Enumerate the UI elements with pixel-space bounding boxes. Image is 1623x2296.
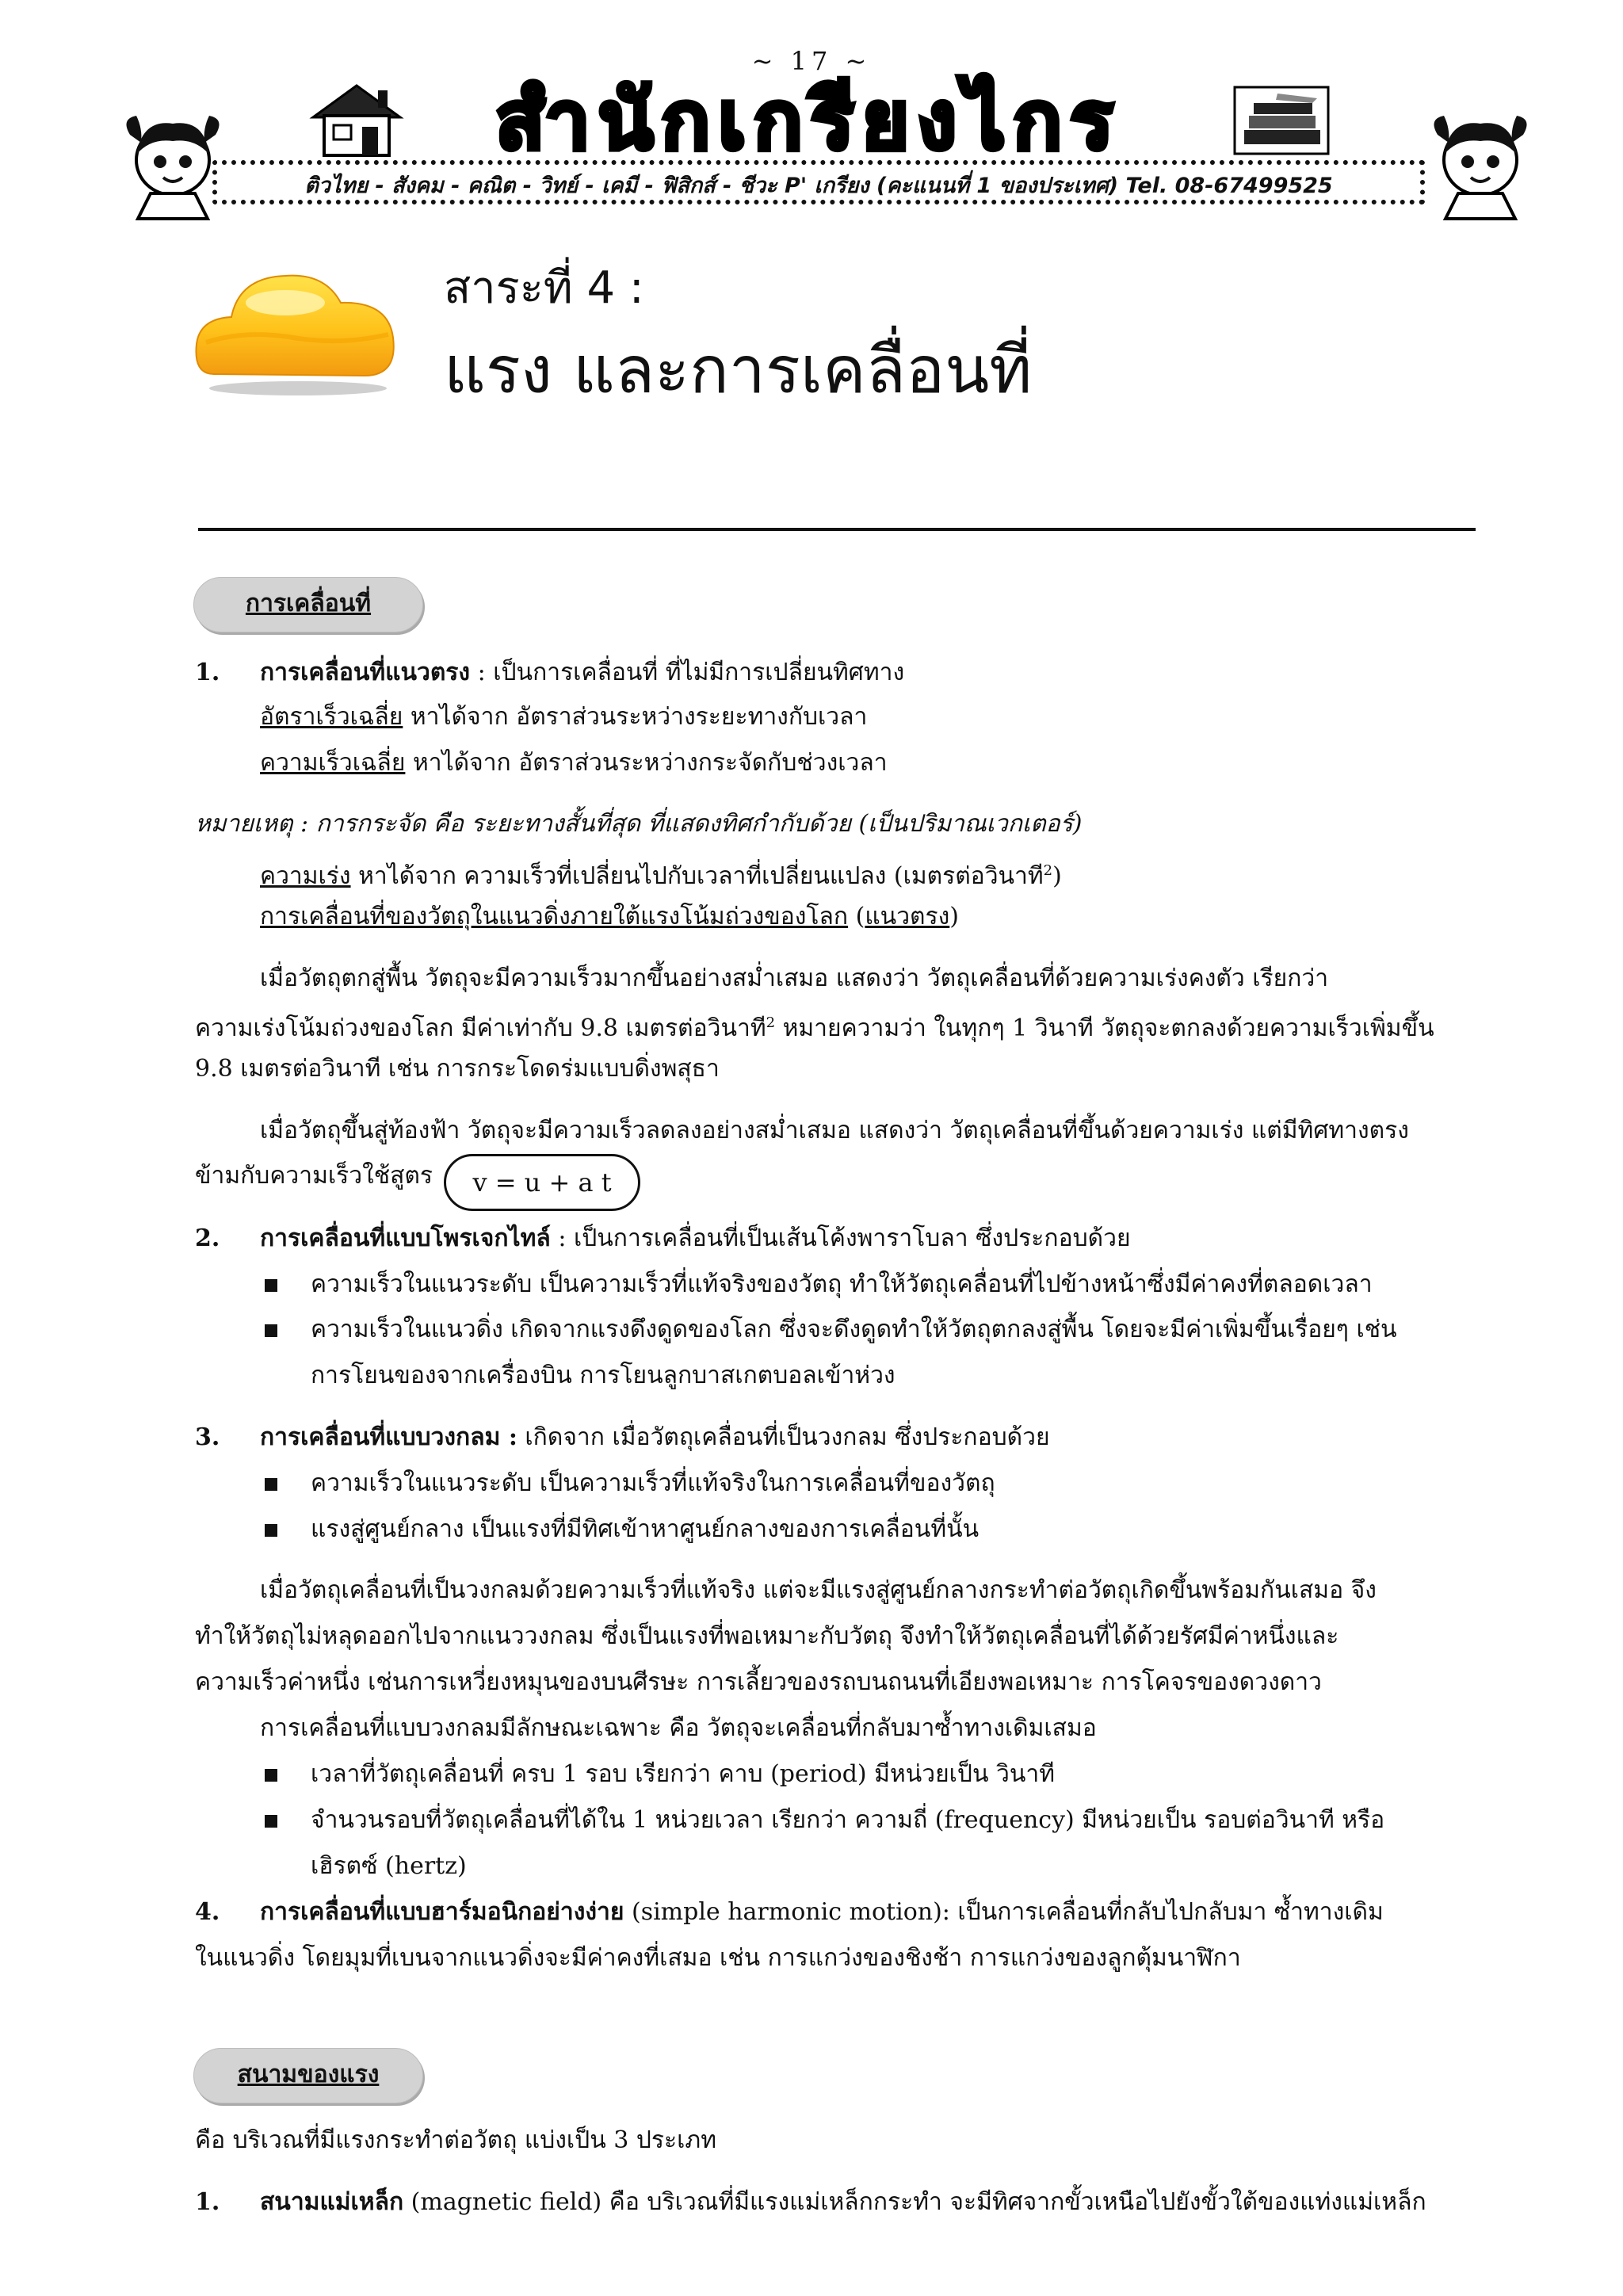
list-item xyxy=(260,901,959,933)
definition: (magnetic field) คือ บริเวณที่มีแรงแม่เหล็กกระทำ จะมีทิศจากขั้วเหนือไปยังขั้วใต้ของแท่งแม่เหล็ก xyxy=(403,2188,1426,2216)
paragraph-line: การเคลื่อนที่แบบวงกลมมีลักษณะเฉพาะ คือ วัตถุจะเคลื่อนที่กลับมาซ้ำทางเดิมเสมอ xyxy=(260,1714,1097,1742)
books-icon xyxy=(1230,79,1333,159)
bullet-text: การโยนของจากเครื่องบิน การโยนลูกบาสเกตบอลเข้าห่วง xyxy=(311,1362,896,1389)
item-number: 1. xyxy=(195,2188,220,2216)
page-title: แรง และการเคลื่อนที่ xyxy=(444,333,1033,408)
bullet-text: แรงสู่ศูนย์กลาง เป็นแรงที่มีทิศเข้าหาศูนย์กลางของการเคลื่อนที่นั้น xyxy=(311,1515,980,1543)
page-number: ~ 17 ~ xyxy=(751,46,872,76)
cartoon-mascot-left-icon xyxy=(119,111,226,222)
bullet-square-icon xyxy=(265,1279,277,1292)
paren-open: ( xyxy=(848,903,865,930)
definition: หาได้จาก อัตราส่วนระหว่างระยะทางกับเวลา xyxy=(403,703,868,731)
superscript: 2 xyxy=(766,1014,776,1031)
paragraph-line: ความเร็วค่าหนึ่ง เช่นการเหวี่ยงหมุนของบนศีรษะ การเลี้ยวของรถบนถนนที่เอียงพอเหมาะ การโคจรของดวงดาว xyxy=(195,1668,1322,1696)
strand-label: สาระที่ 4 : xyxy=(444,262,644,314)
term: การเคลื่อนที่แบบวงกลม : xyxy=(260,1423,517,1451)
bullet-square-icon xyxy=(265,1815,277,1828)
bullet-text: ความเร็วในแนวระดับ เป็นความเร็วที่แท้จริงของวัตถุ ทำให้วัตถุเคลื่อนที่ไปข้างหน้าซึ่งมีค่าคงที่ตลอดเวลา xyxy=(311,1270,1373,1298)
paragraph-line: ในแนวดิ่ง โดยมุมที่เบนจากแนวดิ่งจะมีค่าคงที่เสมอ เช่น การแกว่งของชิงช้า การแกว่งของลูกตุ้มนาฬิกา xyxy=(195,1944,1241,1972)
item-number: 3. xyxy=(195,1423,220,1451)
item-number: 4. xyxy=(195,1898,220,1926)
section-pill-motion: การเคลื่อนที่ xyxy=(193,577,423,632)
bullet-square-icon xyxy=(265,1769,277,1782)
paragraph-line: เมื่อวัตถุขึ้นสู่ท้องฟ้า วัตถุจะมีความเร็วลดลงอย่างสม่ำเสมอ แสดงว่า วัตถุเคลื่อนที่ขึ้นด้วยความเร่ง แต่มีทิศทางตรง xyxy=(260,1117,1409,1144)
item-number: 1. xyxy=(195,659,220,686)
list-item xyxy=(260,855,1062,892)
note-text: หมายเหตุ : การกระจัด คือ ระยะทางสั้นที่สุด ที่แสดงทิศกำกับด้วย (เป็นปริมาณเวกเตอร์) xyxy=(195,810,1083,838)
definition: เกิดจาก เมื่อวัตถุเคลื่อนที่เป็นวงกลม ซึ่งประกอบด้วย xyxy=(517,1423,1050,1451)
text: หมายความว่า ในทุกๆ 1 วินาที วัตถุจะตกลงด้วยความเร็วเพิ่มขึ้น xyxy=(775,1014,1434,1042)
paragraph-line: 9.8 เมตรต่อวินาที เช่น การกระโดดร่มแบบดิ่งพสุธา xyxy=(195,1055,720,1083)
list-item xyxy=(260,2187,1426,2218)
term: ความเร่ง xyxy=(260,862,351,890)
bullet-text: ความเร็วในแนวดิ่ง เกิดจากแรงดึงดูดของโลก ซึ่งจะดึงดูดทำให้วัตถุตกลงสู่พื้น โดยจะมีค่าเพิ่มขึ้นเรื่อยๆ เช่น xyxy=(311,1316,1397,1343)
list-item xyxy=(260,747,888,779)
definition: : เป็นการเคลื่อนที่ ที่ไม่มีการเปลี่ยนทิศทาง xyxy=(470,659,905,686)
bullet-text: ความเร็วในแนวระดับ เป็นความเร็วที่แท้จริงในการเคลื่อนที่ของวัตถุ xyxy=(311,1469,995,1497)
term: แนวตรง xyxy=(865,903,950,930)
bullet-text: เวลาที่วัตถุเคลื่อนที่ ครบ 1 รอบ เรียกว่า คาบ (period) มีหน่วยเป็น วินาที xyxy=(311,1760,1055,1788)
list-item xyxy=(260,1422,1050,1454)
term: การเคลื่อนที่แบบโพรเจกไทล์ xyxy=(260,1224,551,1252)
text: ความเร่งโน้มถ่วงของโลก มีค่าเท่ากับ 9.8 เมตรต่อวินาที xyxy=(195,1014,766,1042)
paragraph-line xyxy=(195,1007,1434,1045)
bullet-text: เฮิรตซ์ (hertz) xyxy=(311,1852,467,1880)
cartoon-mascot-right-icon xyxy=(1426,111,1533,222)
term: การเคลื่อนที่แบบฮาร์มอนิกอย่างง่าย xyxy=(260,1898,624,1926)
tagline-text: ติวไทย - สังคม - คณิต - วิทย์ - เคมี - ฟิสิกส์ - ชีวะ P' เกรียง (คะแนนที่ 1 ของประเทศ) Tel. 08-67499525 xyxy=(304,174,1333,198)
paragraph-line: ข้ามกับความเร็วใช้สูตร xyxy=(195,1162,433,1190)
list-item xyxy=(260,701,867,733)
definition: (simple harmonic motion): เป็นการเคลื่อนที่กลับไปกลับมา ซ้ำทางเดิม xyxy=(624,1898,1384,1926)
title-divider xyxy=(198,528,1476,531)
bullet-square-icon xyxy=(265,1524,277,1537)
definition: หาได้จาก ความเร็วที่เปลี่ยนไปกับเวลาที่เปลี่ยนแปลง (เมตรต่อวินาที xyxy=(350,862,1044,890)
term: ความเร็วเฉลี่ย xyxy=(260,749,406,777)
definition: หาได้จาก อัตราส่วนระหว่างกระจัดกับช่วงเวลา xyxy=(405,749,888,777)
item-number: 2. xyxy=(195,1224,220,1252)
paren-close: ) xyxy=(1052,862,1062,890)
term: การเคลื่อนที่แนวตรง xyxy=(260,659,471,686)
paragraph-line: เมื่อวัตถุตกสู่พื้น วัตถุจะมีความเร็วมากขึ้นอย่างสม่ำเสมอ แสดงว่า วัตถุเคลื่อนที่ด้วยความเร่งคงตัว เรียกว่า xyxy=(260,965,1329,992)
paragraph-line: ทำให้วัตถุไม่หลุดออกไปจากแนววงกลม ซึ่งเป็นแรงที่พอเหมาะกับวัตถุ จึงทำให้วัตถุเคลื่อนที่ได้ด้วยรัศมีค่าหนึ่งและ xyxy=(195,1622,1339,1650)
list-item xyxy=(260,1223,1131,1255)
formula-box: v = u + a t xyxy=(444,1154,640,1211)
definition: : เป็นการเคลื่อนที่เป็นเส้นโค้งพาราโบลา ซึ่งประกอบด้วย xyxy=(550,1224,1131,1252)
bullet-square-icon xyxy=(265,1478,277,1491)
section-pill-field: สนามของแรง xyxy=(193,2048,423,2103)
term: การเคลื่อนที่ของวัตถุในแนวดิ่งภายใต้แรงโน้มถ่วงของโลก xyxy=(260,903,849,930)
tagline-banner xyxy=(212,160,1425,204)
term: สนามแม่เหล็ก xyxy=(260,2188,404,2216)
brand-logo-text: สำนักเกรียงไกร xyxy=(495,74,1121,168)
superscript: 2 xyxy=(1043,862,1053,879)
paren-close: ) xyxy=(949,903,959,930)
list-item xyxy=(260,657,904,689)
paragraph-line: คือ บริเวณที่มีแรงกระทำต่อวัตถุ แบ่งเป็น 3 ประเภท xyxy=(195,2126,716,2154)
yellow-cloud-icon xyxy=(190,255,400,398)
term: อัตราเร็วเฉลี่ย xyxy=(260,703,403,731)
bullet-text: จำนวนรอบที่วัตถุเคลื่อนที่ได้ใน 1 หน่วยเวลา เรียกว่า ความถี่ (frequency) มีหน่วยเป็น รอบต่อวินาที หรือ xyxy=(311,1806,1385,1834)
house-icon xyxy=(305,79,408,159)
list-item xyxy=(260,1897,1384,1928)
paragraph-line: เมื่อวัตถุเคลื่อนที่เป็นวงกลมด้วยความเร็วที่แท้จริง แต่จะมีแรงสู่ศูนย์กลางกระทำต่อวัตถุเกิดขึ้นพร้อมกันเสมอ จึง xyxy=(260,1576,1377,1604)
bullet-square-icon xyxy=(265,1324,277,1337)
